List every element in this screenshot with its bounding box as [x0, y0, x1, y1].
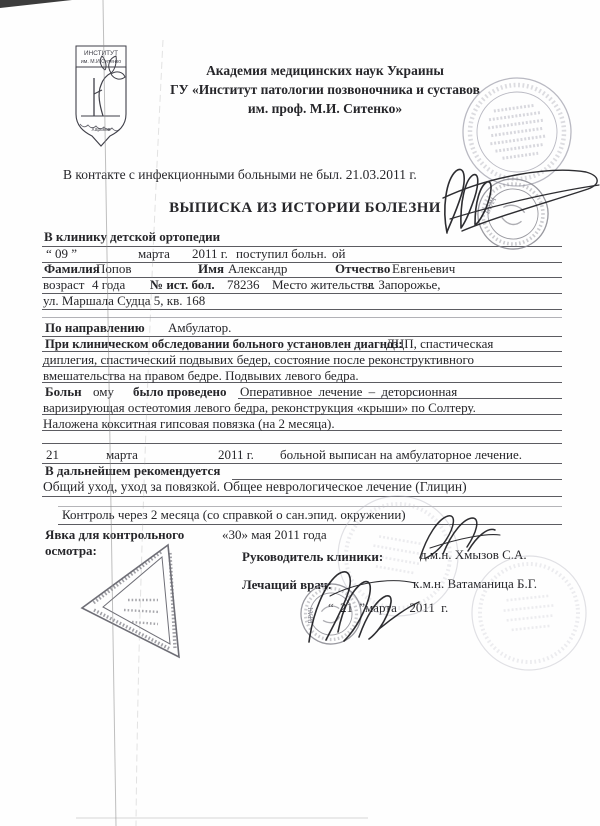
- surname-value: Попов: [96, 261, 132, 276]
- diagnosis-line2: диплегия, спастический подвывих бедер, состояние после реконструктивного: [43, 352, 474, 367]
- diagnosis-label: При клиническом обследовании больного установлен диагноз:: [45, 337, 403, 351]
- treatment-label-part1: Больн: [45, 384, 82, 399]
- form-rule: [42, 366, 562, 367]
- clinic-value: детской ортопедии: [110, 229, 221, 244]
- age-label: возраст: [43, 277, 85, 292]
- treatment-line2: варизирующая остеотомия левого бедра, реконструкция «крыши» по Солтеру.: [43, 400, 476, 415]
- doctor-seal-rim-text: ВРАЧ: [482, 195, 499, 216]
- admitted-label: поступил больн.: [236, 246, 327, 261]
- document-title: ВЫПИСКА ИЗ ИСТОРИИ БОЛЕЗНИ: [169, 200, 441, 216]
- admission-month: марта: [138, 246, 170, 261]
- patronymic-value: Евгеньевич: [392, 261, 456, 276]
- emblem-leaf: [111, 72, 125, 79]
- form-rule: [238, 398, 562, 399]
- form-rule: [42, 430, 562, 431]
- letterhead-line3: им. проф. М.И. Ситенко»: [247, 101, 403, 116]
- name-label: Имя: [198, 261, 224, 276]
- referral-value: Амбулатор.: [168, 320, 232, 335]
- form-rule: [42, 317, 562, 318]
- history-no-value: 78236: [227, 277, 260, 292]
- residence-value-line1: г. Запорожье,: [368, 277, 441, 292]
- admission-gender-suffix: ой: [332, 246, 346, 261]
- discharge-month: марта: [106, 447, 138, 462]
- residence-label: Место жительства: [272, 277, 374, 292]
- followup-date: «30» мая 2011 года: [222, 527, 327, 542]
- letterhead-line2: ГУ «Институт патологии позвоночника и суставов: [170, 82, 480, 97]
- institute-emblem: [72, 44, 130, 150]
- treatment-label-part2: ому: [93, 384, 114, 399]
- letterhead-line1: Академия медицинских наук Украины: [206, 63, 444, 78]
- name-value: Александр: [228, 261, 288, 276]
- clinic-head-name: д.м.н. Хмызов С.А.: [420, 547, 527, 562]
- referral-label: По направлению: [45, 320, 145, 335]
- emblem-text-line1: ИНСТИТУТ: [84, 50, 118, 57]
- triangle-stamp: [82, 545, 179, 657]
- surname-label: Фамилия: [44, 261, 100, 276]
- followup-label-line2: осмотра:: [45, 543, 97, 558]
- age-value: 4 года: [92, 277, 126, 292]
- treatment-line1: Оперативное лечение – деторсионная: [240, 384, 458, 399]
- attending-doctor-label: Лечащий врач:: [242, 577, 332, 592]
- doctor-seal-rim-text: ВРАЧ: [307, 607, 316, 624]
- form-rule: [42, 443, 562, 444]
- clinic-head-label: Руководитель клиники:: [242, 549, 384, 564]
- diagnosis-line3: вмешательства на правом бедре. Подвывих левого бедра.: [43, 368, 359, 383]
- history-no-label: № ист. бол.: [150, 277, 215, 292]
- admission-year: 2011 г.: [192, 246, 228, 261]
- form-rule: [42, 414, 562, 415]
- emblem-text-line2: им. М.И.Ситенко: [80, 59, 122, 65]
- scan-fold-line-faint: [136, 40, 163, 826]
- emblem-tree-stem: [99, 73, 111, 116]
- recommendations-value: Общий уход, уход за повязкой. Общее неврологическое лечение (Глицин): [43, 479, 467, 494]
- control-note: Контроль через 2 месяца (со справкой о сан.эпид. окружении): [62, 507, 406, 522]
- round-stamp-faint-right: [466, 550, 591, 675]
- attending-doctor-name: к.м.н. Ватаманица Б.Г.: [413, 576, 538, 591]
- residence-value-line2: ул. Маршала Судца 5, кв. 168: [43, 293, 206, 308]
- patronymic-label: Отчество: [335, 261, 391, 276]
- form-rule: [42, 382, 562, 383]
- discharge-year: 2011 г.: [218, 447, 254, 462]
- form-rule: [42, 309, 562, 310]
- emblem-city: Харьков: [91, 127, 111, 133]
- treatment-line3: Наложена кокситная гипсовая повязка (на 2 месяца).: [43, 416, 335, 431]
- discharge-text: больной выписан на амбулаторное лечение.: [280, 447, 522, 462]
- form-rule: [42, 496, 562, 497]
- scan-corner-mark: [0, 0, 72, 8]
- emblem-tie: [94, 90, 102, 94]
- infection-contact-note: В контакте с инфекционными больными не был. 21.03.2011 г.: [63, 167, 417, 182]
- doctor-seal-top: [471, 172, 556, 257]
- signature-date: “ 21 ”марта 2011 г.: [328, 600, 449, 615]
- followup-label-line1: Явка для контрольного: [45, 527, 185, 542]
- form-rule: [58, 524, 562, 525]
- discharge-day: 21: [46, 447, 59, 462]
- treatment-label-part3: было проведено: [133, 384, 227, 399]
- admission-day: “ 09 ”: [46, 246, 78, 261]
- clinic-label: В клинику: [44, 229, 107, 244]
- recommendations-label: В дальнейшем рекомендуется: [45, 463, 221, 478]
- diagnosis-line1: ДЦП, спастическая: [386, 336, 494, 351]
